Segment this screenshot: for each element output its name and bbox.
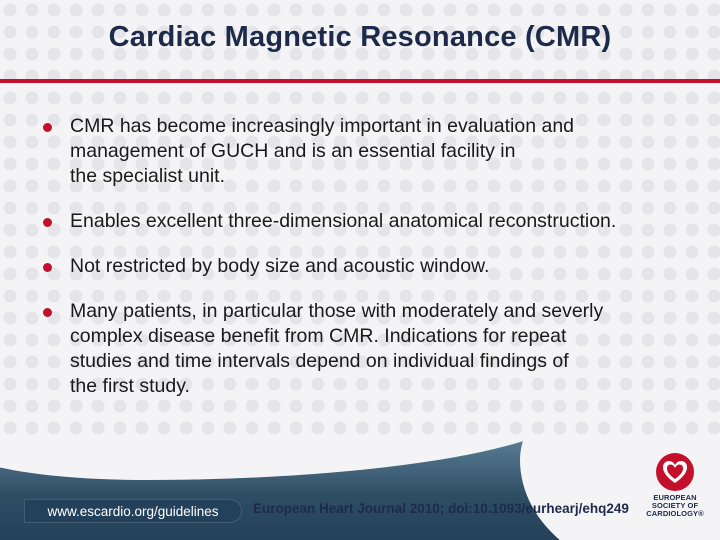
bullet-item xyxy=(40,254,700,279)
bullet-dot-icon xyxy=(43,263,52,272)
logo-line-european: EUROPEAN xyxy=(653,493,697,502)
footer-band xyxy=(0,440,720,540)
bullet-item xyxy=(40,209,700,234)
guidelines-link[interactable] xyxy=(24,499,242,523)
bullet-item xyxy=(40,114,700,189)
bullet-text: Enables excellent three-dimensional anatomical reconstruction. xyxy=(70,210,617,232)
bullet-dot-icon xyxy=(43,123,52,132)
bullet-dot-icon xyxy=(43,308,52,317)
slide-body xyxy=(0,100,720,430)
journal-citation: European Heart Journal 2010; doi:10.1093/eurhearj/ehq249 xyxy=(253,501,629,516)
bullet-text: Many patients, in particular those with moderately and severly complex disease benefit from CMR. Indications for repeat studies and time intervals depend on individual findings of the first study. xyxy=(70,300,604,397)
logo-line-cardiology: CARDIOLOGY® xyxy=(646,509,704,518)
bullet-text: Not restricted by body size and acoustic window. xyxy=(70,255,490,277)
bullet-list xyxy=(40,114,700,419)
heart-logo-icon xyxy=(655,452,695,492)
bullet-text: CMR has become increasingly important in evaluation and management of GUCH and is an essential facility in the specialist unit. xyxy=(70,115,575,187)
esc-logo xyxy=(640,452,710,532)
footer-wave-decoration xyxy=(0,440,580,480)
bullet-item xyxy=(40,299,700,399)
bullet-dot-icon xyxy=(43,218,52,227)
logo-wordmark xyxy=(640,494,710,518)
logo-line-society: SOCIETY OF xyxy=(651,501,699,510)
title-divider xyxy=(0,79,720,83)
slide-header xyxy=(0,0,720,74)
guidelines-url[interactable]: www.escardio.org/guidelines xyxy=(47,503,219,519)
slide-title: Cardiac Magnetic Resonance (CMR) xyxy=(108,20,612,53)
